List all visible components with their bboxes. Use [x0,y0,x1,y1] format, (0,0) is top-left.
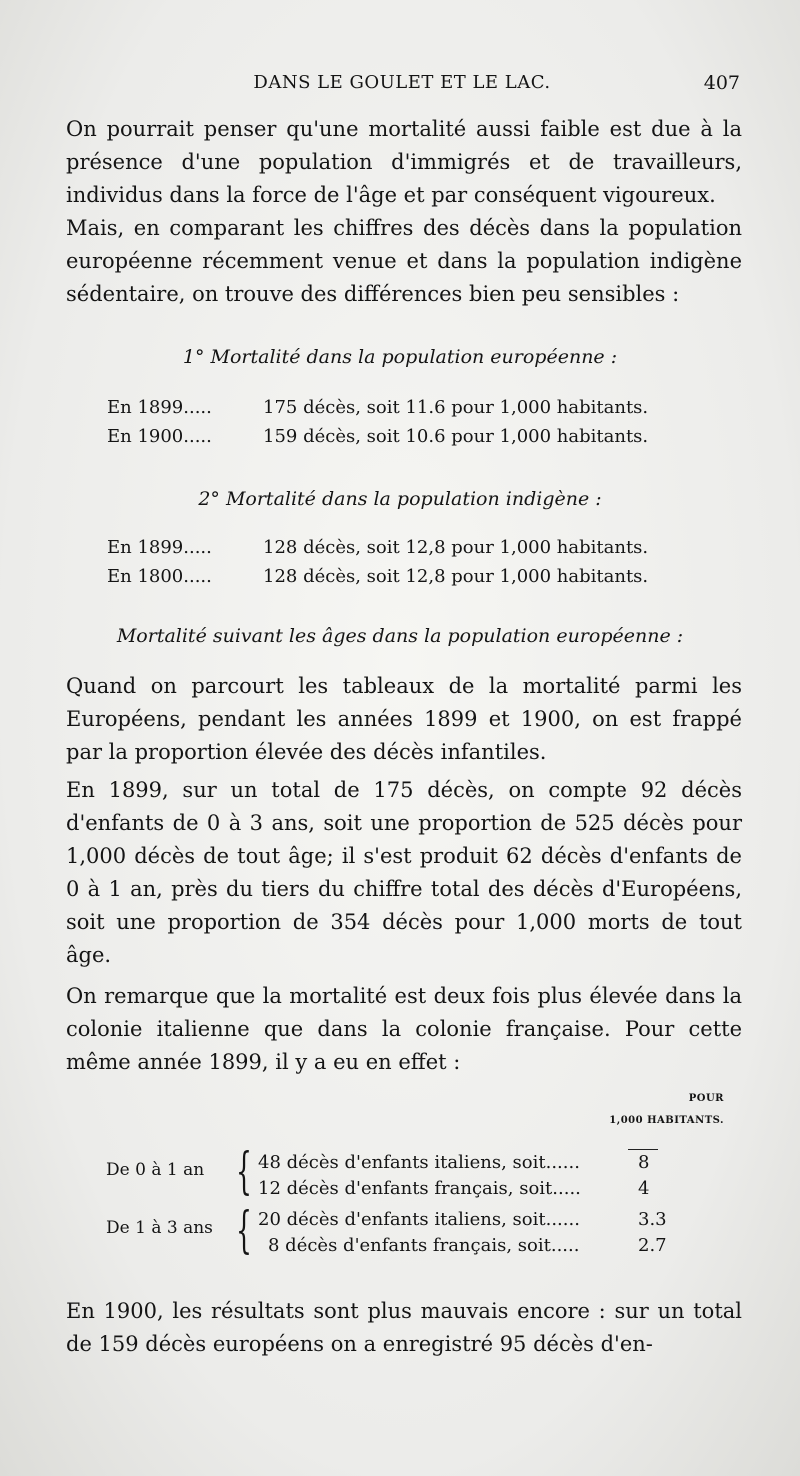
stat-text: 128 décès, soit 12,8 pour 1,000 habitants. [263,566,649,587]
brace-glyph: { [236,1201,252,1259]
paragraph-3: Quand on parcourt les tableaux de la mortalité parmi les Européens, pendant les années 1899 et 1900, on est frappé par la proportion élevée des décès infantiles. [66,674,742,764]
stat-text: 175 décès, soit 11.6 pour 1,000 habitants. [263,397,649,418]
stat-row [107,533,707,562]
paragraph-4: En 1899, sur un total de 175 décès, on compte 92 décès d'enfants de 0 à 3 ans, soit une proportion de 525 décès pour 1,000 décès de tout âge; il s'est produit 62 décès d'enfants de 0 à 1 an, près du tiers du chiffre total des décès d'Européens, soit une proportion de 354 décès pour 1,000 morts de tout âge. [66,778,742,967]
table-row-text: 48 décès d'enfants italiens, soit...... [258,1152,580,1173]
paragraph-2: Mais, en comparant les chiffres des décès dans la population européenne récemment venue et dans la population indigène sédentaire, on trouve des différences bien peu sensibles : [66,216,742,306]
table-row-value: 3.3 [638,1209,667,1230]
table-row-text: 12 décès d'enfants français, soit..... [258,1178,581,1199]
paragraph-6: En 1900, les résultats sont plus mauvais encore : sur un total de 159 décès européens on a enregistré 95 décès d'en- [66,1299,742,1356]
table-row-text: 8 décès d'enfants français, soit..... [268,1235,580,1256]
indigenous-mortality-list [107,533,707,591]
stat-row [107,422,707,451]
stat-year: En 1800..... [107,566,212,587]
running-header [64,68,740,100]
stat-row [107,393,707,422]
section-heading-european: 1° Mortalité dans la population européenne : [182,346,618,368]
running-title: DANS LE GOULET ET LE LAC. [253,72,551,93]
column-header-line-1: POUR [688,1093,724,1104]
page-number: 407 [703,72,740,94]
paragraph-5: On remarque que la mortalité est deux fois plus élevée dans la colonie italienne que dans la colonie française. Pour cette même année 1899, il y a eu en effet : [66,984,742,1074]
stat-text: 128 décès, soit 12,8 pour 1,000 habitants. [263,537,649,558]
stat-year: En 1899..... [107,537,212,558]
table-row-value: 4 [638,1178,650,1199]
age-group-label: De 0 à 1 an [106,1160,205,1180]
table-column-header [609,1088,724,1132]
column-header-rule [628,1149,658,1150]
stat-text: 159 décès, soit 10.6 pour 1,000 habitants. [263,426,649,447]
age-group-label: De 1 à 3 ans [106,1218,213,1238]
table-row-value: 2.7 [638,1235,667,1256]
table-row-text: 20 décès d'enfants italiens, soit...... [258,1209,580,1230]
paragraph-1: On pourrait penser qu'une mortalité aussi faible est due à la présence d'une population d'immigrés et de travailleurs, individus dans la force de l'âge et par conséquent vigoureux. [66,117,742,207]
section-heading-indigenous: 2° Mortalité dans la population indigène : [198,488,602,510]
section-heading-ages: Mortalité suivant les âges dans la population européenne : [116,625,684,647]
column-header-line-2: 1,000 HABITANTS. [609,1115,724,1126]
brace-glyph: { [236,1142,252,1200]
stat-year: En 1899..... [107,397,212,418]
stat-row [107,562,707,591]
european-mortality-list [107,393,707,451]
table-row-value: 8 [638,1152,650,1173]
stat-year: En 1900..... [107,426,212,447]
